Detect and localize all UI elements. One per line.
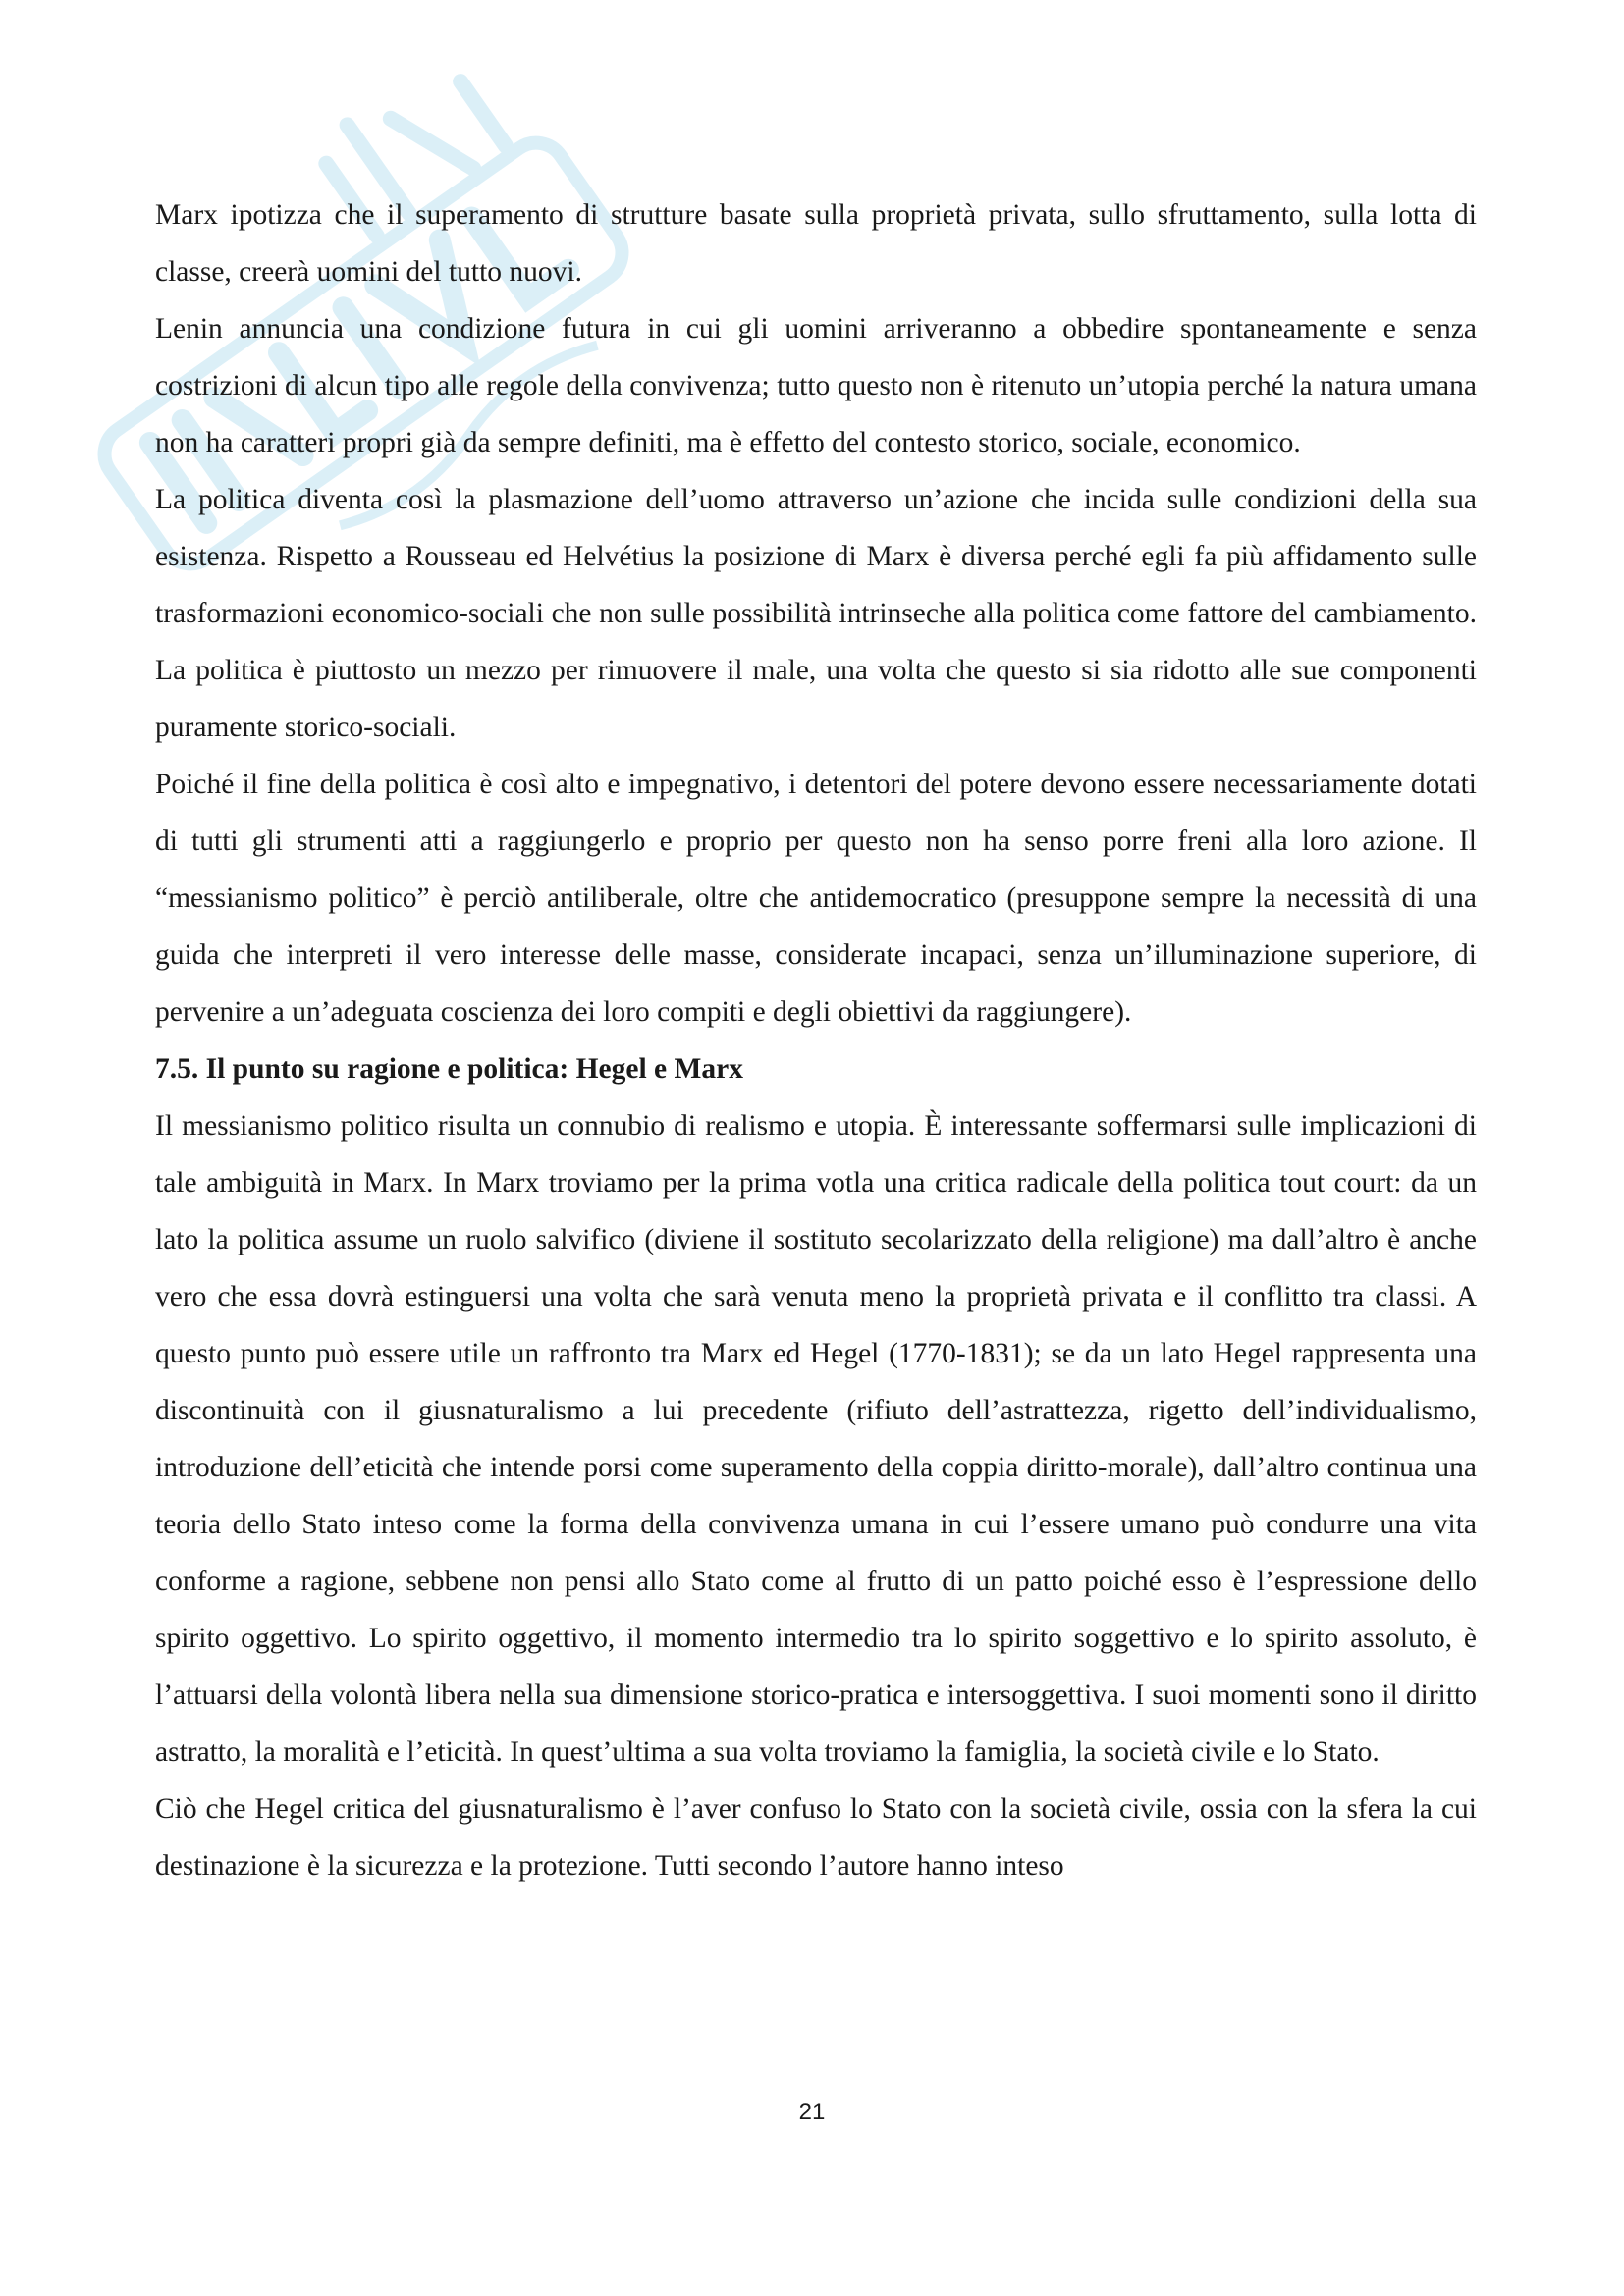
paragraph-4: Poiché il fine della politica è così alto e impegnativo, i detentori del potere devono essere necessariamente dotati di tutti gli strumenti atti a raggiungerlo e proprio per questo non ha senso porre freni alla loro azione. Il “messianismo politico” è perciò antiliberale, oltre che antidemocratico (presuppone sempre la necessità di una guida che interpreti il vero interesse delle masse, considerate incapaci, senza un’illuminazione superiore, di pervenire a un’adeguata coscienza dei loro compiti e degli obiettivi da raggiungere). (155, 769, 1477, 1028)
section-paragraph-1: Il messianismo politico risulta un connubio di realismo e utopia. È interessante soffermarsi sulle implicazioni di tale ambiguità in Marx. In Marx troviamo per la prima votla una critica radicale della politica tout court: da un lato la politica assume un ruolo salvifico (diviene il sostituto secolarizzato della religione) ma dall’altro è anche vero che essa dovrà estinguersi una volta che sarà venuta meno la proprietà privata e il conflitto tra classi. A questo punto può essere utile un raffronto tra Marx ed Hegel (1770-1831); se da un lato Hegel rappresenta una discontinuità con il giusnaturalismo a lui precedente (rifiuto dell’astrattezza, rigetto dell’individualismo, introduzione dell’eticità che intende porsi come superamento della coppia diritto-morale), dall’altro continua una teoria dello Stato inteso come la forma della convivenza umana in cui l’essere umano può condurre una vita conforme a ragione, sebbene non pensi allo Stato come al frutto di un patto poiché esso è l’espressione dello spirito oggettivo. Lo spirito oggettivo, il momento intermedio tra lo spirito soggettivo e lo spirito assoluto, è l’attuarsi della volontà libera nella sua dimensione storico-pratica e intersoggettiva. I suoi momenti sono il diritto astratto, la moralità e l’eticità. In quest’ultima a sua volta troviamo la famiglia, la società civile e lo Stato. (155, 1110, 1477, 1768)
paragraph-2: Lenin annuncia una condizione futura in cui gli uomini arriveranno a obbedire spontaneamente e senza costrizioni di alcun tipo alle regole della convivenza; tutto questo non è ritenuto un’utopia perché la natura umana non ha caratteri propri già da sempre definiti, ma è effetto del contesto storico, sociale, economico. (155, 313, 1477, 458)
page-number: 21 (798, 2099, 826, 2125)
document-body (155, 187, 1477, 1895)
section-heading: 7.5. Il punto su ragione e politica: Hegel e Marx (155, 1053, 743, 1085)
paragraph-1: Marx ipotizza che il superamento di strutture basate sulla proprietà privata, sullo sfruttamento, sulla lotta di classe, creerà uomini del tutto nuovi. (155, 199, 1477, 288)
paragraph-3: La politica diventa così la plasmazione dell’uomo attraverso un’azione che incida sulle condizioni della sua esistenza. Rispetto a Rousseau ed Helvétius la posizione di Marx è diversa perché egli fa più affidamento sulle trasformazioni economico-sociali che non sulle possibilità intrinseche alla politica come fattore del cambiamento. La politica è piuttosto un mezzo per rimuovere il male, una volta che questo si sia ridotto alle sue componenti puramente storico-sociali. (155, 484, 1477, 743)
section-paragraph-2: Ciò che Hegel critica del giusnaturalismo è l’aver confuso lo Stato con la società civile, ossia con la sfera la cui destinazione è la sicurezza e la protezione. Tutti secondo l’autore hanno inteso (155, 1793, 1477, 1882)
